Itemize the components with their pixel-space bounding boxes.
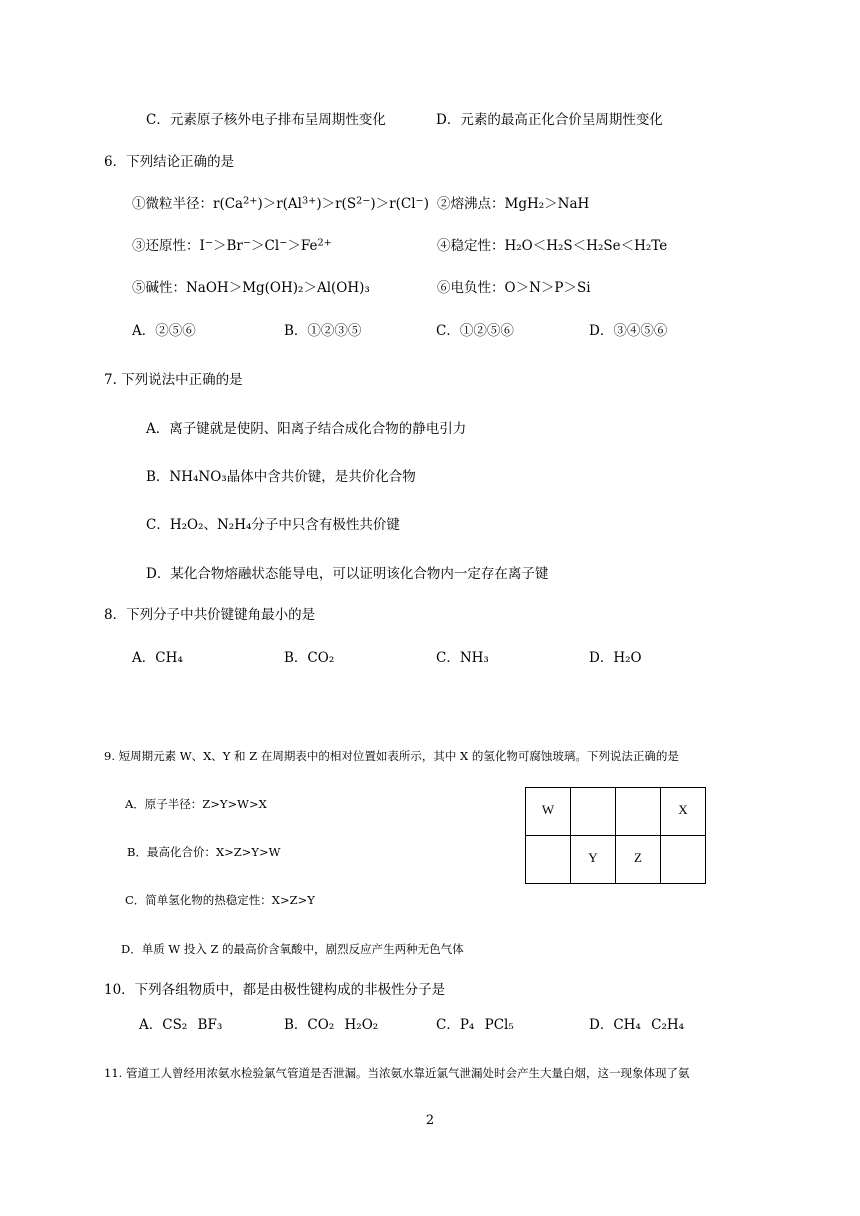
q6-option-b: B．①②③⑤	[284, 323, 362, 339]
q6-option-a: A．②⑤⑥	[132, 323, 196, 339]
table-cell-w: W	[526, 788, 571, 836]
table-cell-empty	[526, 836, 571, 884]
q6-statement-2: ②熔沸点：MgH₂＞NaH	[437, 196, 590, 212]
q11-stem: 11. 管道工人曾经用浓氨水检验氯气管道是否泄漏。当浓氨水靠近氯气泄漏处时会产生大量白烟，这一现象体现了氨	[104, 1066, 690, 1080]
q10-option-c: C．P₄ PCl₅	[436, 1017, 514, 1033]
q7-option-c: C．H₂O₂、N₂H₄分子中只含有极性共价键	[146, 517, 400, 533]
q10-stem: 10．下列各组物质中，都是由极性键构成的非极性分子是	[104, 982, 446, 998]
q10-option-a: A．CS₂ BF₃	[139, 1017, 223, 1033]
table-cell-empty	[616, 788, 661, 836]
q6-option-d: D．③④⑤⑥	[589, 323, 668, 339]
q9-stem: 9. 短周期元素 W、X、Y 和 Z 在周期表中的相对位置如表所示，其中 X 的氢化物可腐蚀玻璃。下列说法正确的是	[104, 749, 679, 763]
q6-statement-1-prefix: ①微粒半径：	[132, 196, 213, 212]
periodic-table-fragment	[525, 787, 706, 884]
q7-option-d: D．某化合物熔融状态能导电，可以证明该化合物内一定存在离子键	[146, 566, 549, 582]
q6-statement-5: ⑤碱性：NaOH＞Mg(OH)₂＞Al(OH)₃	[132, 280, 370, 296]
q6-statement-4: ④稳定性：H₂O＜H₂S＜H₂Se＜H₂Te	[437, 238, 668, 254]
q8-option-d: D．H₂O	[589, 650, 642, 666]
q6-option-c: C．①②⑤⑥	[436, 323, 514, 339]
table-cell-y: Y	[571, 836, 616, 884]
q9-option-c: C．简单氢化物的热稳定性：X>Z>Y	[125, 893, 315, 907]
q6-statement-1: ①微粒半径：$r(Ca^{2+})>r(Al^{3+})>r(S^{2-})>r(Cl^-)$	[132, 195, 429, 212]
table-row	[526, 788, 706, 836]
q8-option-a: A．CH₄	[132, 650, 183, 666]
table-cell-empty	[571, 788, 616, 836]
table-cell-z: Z	[616, 836, 661, 884]
q8-stem: 8．下列分子中共价键键角最小的是	[104, 607, 316, 623]
q9-option-b: B．最高化合价：X>Z>Y>W	[127, 845, 281, 859]
q10-option-d: D．CH₄ C₂H₄	[589, 1017, 685, 1033]
q6-statement-3: ③还原性：$I^->Br^->Cl^->Fe^{2+}$	[132, 237, 332, 254]
q10-option-b: B．CO₂ H₂O₂	[284, 1017, 379, 1033]
q5-option-d: D．元素的最高正化合价呈周期性变化	[436, 112, 663, 128]
q7-option-a: A．离子键就是使阴、阳离子结合成化合物的静电引力	[146, 421, 467, 437]
table-cell-x: X	[661, 788, 706, 836]
q8-option-c: C．NH₃	[436, 650, 489, 666]
q9-option-d: D．单质 W 投入 Z 的最高价含氧酸中，剧烈反应产生两种无色气体	[121, 942, 464, 956]
q7-stem: 7. 下列说法中正确的是	[104, 372, 243, 388]
q6-stem: 6．下列结论正确的是	[104, 154, 235, 170]
table-row	[526, 836, 706, 884]
q8-option-b: B．CO₂	[284, 650, 335, 666]
q6-statement-6: ⑥电负性：O＞N＞P＞Si	[437, 280, 591, 296]
q7-option-b: B．NH₄NO₃晶体中含共价键，是共价化合物	[146, 469, 416, 485]
q6-statement-3-prefix: ③还原性：	[132, 238, 200, 254]
q9-option-a: A．原子半径：Z>Y>W>X	[125, 797, 267, 811]
q5-option-c: C．元素原子核外电子排布呈周期性变化	[146, 112, 386, 128]
page-number: 2	[425, 1113, 435, 1128]
table-cell-empty	[661, 836, 706, 884]
